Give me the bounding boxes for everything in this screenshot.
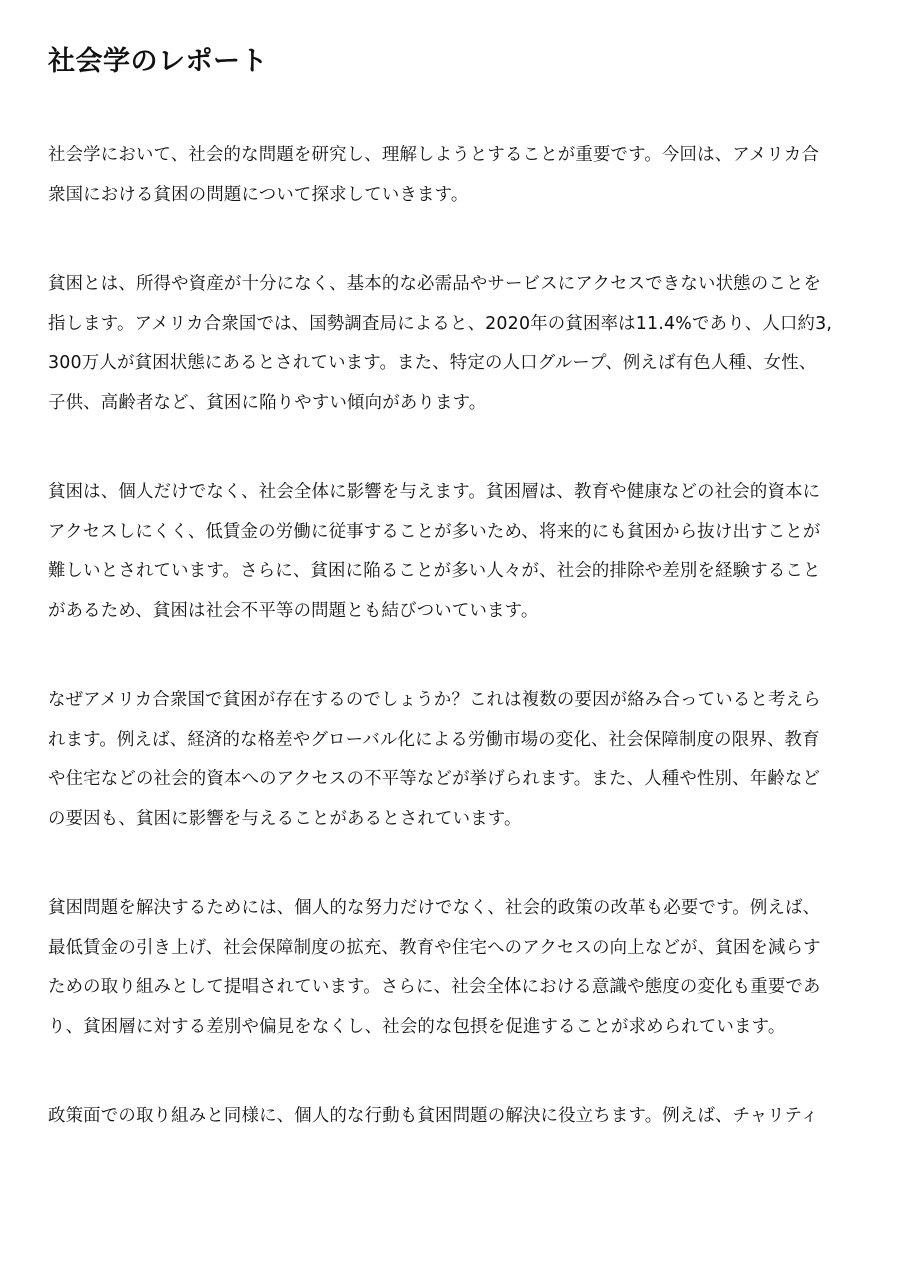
paragraph-2: 貧困とは、所得や資産が十分になく、基本的な必需品やサービスにアクセスできない状態のことを 指します。アメリカ合衆国では、国勢調査局によると、2020年の貧困率は11.4%であり、人口約3, 300万人が貧困状態にあるとされています。また、特定の人口グループ、例えば有色人種、女性、 子供、高齢者など、貧困に陥りやすい傾向があります。 xyxy=(48,274,833,413)
paragraph-6: 政策面での取り組みと同様に、個人的な行動も貧困問題の解決に役立ちます。例えば、チャリティ xyxy=(48,1106,819,1126)
document-title: 社会学のレポート xyxy=(48,46,268,77)
document-body xyxy=(48,136,857,1137)
paragraph-3: 貧困は、個人だけでなく、社会全体に影響を与えます。貧困層は、教育や健康などの社会的資本に アクセスしにくく、低賃金の労働に従事することが多いため、将来的にも貧困から抜け出すことが 難しいとされています。さらに、貧困に陥ることが多い人々が、社会的排除や差別を経験すること があるため、貧困は社会不平等の問題とも結びついています。 xyxy=(48,482,821,621)
paragraph-4: なぜアメリカ合衆国で貧困が存在するのでしょうか？これは複数の要因が絡み合っていると考えら れます。例えば、経済的な格差やグローバル化による労働市場の変化、社会保障制度の限界、教育 や住宅などの社会的資本へのアクセスの不平等などが挙げられます。また、人種や性別、年齢など の要因も、貧困に影響を与えることがあるとされています。 xyxy=(48,690,821,829)
paragraph-1: 社会学において、社会的な問題を研究し、理解しようとすることが重要です。今回は、アメリカ合 衆国における貧困の問題について探求していきます。 xyxy=(48,145,820,205)
paragraph-5: 貧困問題を解決するためには、個人的な努力だけでなく、社会的政策の改革も必要です。例えば、 最低賃金の引き上げ、社会保障制度の拡充、教育や住宅へのアクセスの向上などが、貧困を減らす ための取り組みとして提唱されています。さらに、社会全体における意識や態度の変化も重要であ り、貧困層に対する差別や偏見をなくし、社会的な包摂を促進することが求められています。 xyxy=(48,898,821,1037)
